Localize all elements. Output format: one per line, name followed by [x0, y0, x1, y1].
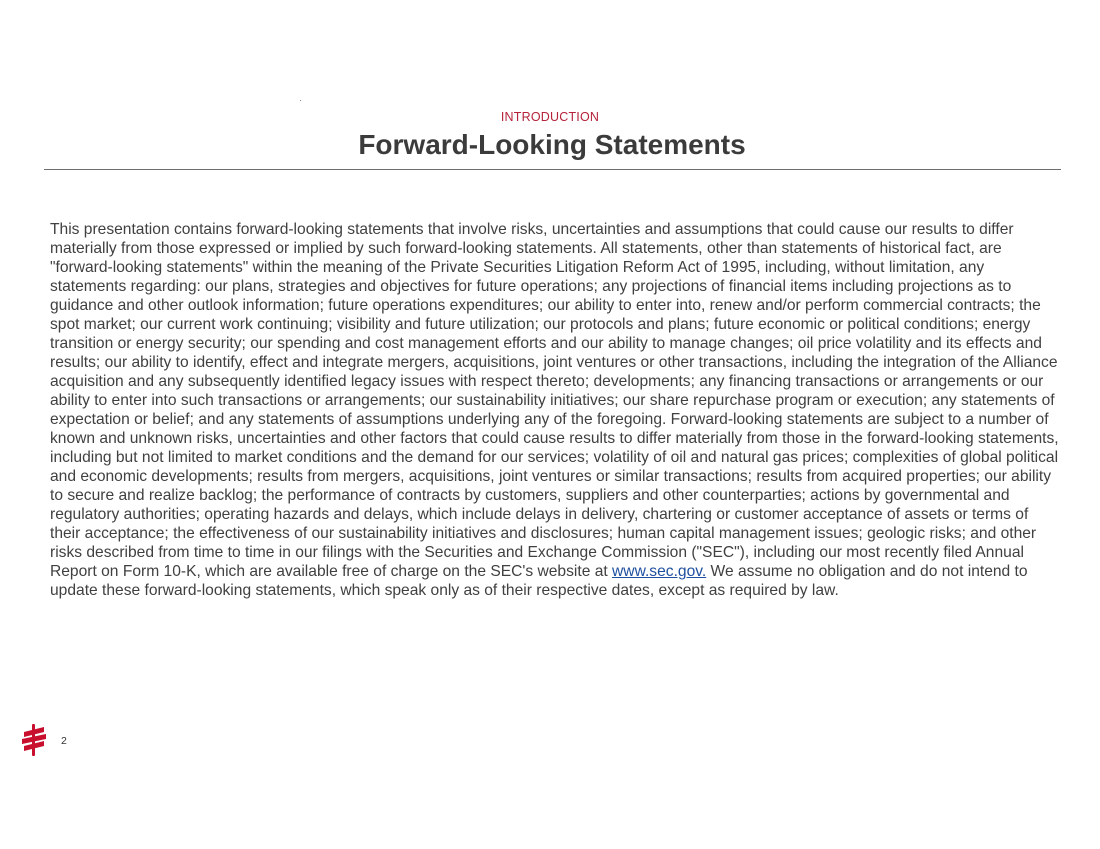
disclaimer-text-part-2: We assume no obligation and do not intend to update these forward-looking statements, which speak only as of their respective dates, except as required by law.: [50, 563, 1028, 600]
disclaimer-paragraph: [50, 220, 1062, 600]
page-title: Forward-Looking Statements: [358, 129, 746, 160]
title-divider: [44, 169, 1061, 170]
page-number: 2: [61, 735, 67, 747]
disclaimer-text-part-1: This presentation contains forward-looking statements that involve risks, uncertainties and assumptions that could cause our results to differ materially from those expressed or implied by such forward-looking statements. All statements, other than statements of historical fact, are "forward-looking statements" within the meaning of the Private Securities Litigation Reform Act of 1995, including, without limitation, any statements regarding: our plans, strategies and objectives for future operations; any projections of financial items including projections as to guidance and other outlook information; future operations expenditures; our ability to enter into, renew and/or perform commercial contracts; the spot market; our current work continuing; visibility and future utilization; our protocols and plans; future economic or political conditions; energy transition or energy security; our spending and cost management efforts and our ability to manage changes; oil price volatility and its effects and results; our ability to identify, effect and integrate mergers, acquisitions, joint ventures or other transactions, including the integration of the Alliance acquisition and any subsequently identified legacy issues with respect thereto; developments; any financing transactions or arrangements or our ability to enter into such transactions or arrangements; our sustainability initiatives; our share repurchase program or execution; any statements of expectation or belief; and any statements of assumptions underlying any of the foregoing. Forward-looking statements are subject to a number of known and unknown risks, uncertainties and other factors that could cause results to differ materially from those in the forward-looking statements, including but not limited to market conditions and the demand for our services; volatility of oil and natural gas prices; complexities of global political and economic developments; results from mergers, acquisitions, joint ventures or similar transactions; results from acquired properties; our ability to secure and realize backlog; the performance of contracts by customers, suppliers and other counterparties; actions by governmental and regulatory authorities; operating hazards and delays, which include delays in delivery, chartering or customer acceptance of assets or terms of their acceptance; the effectiveness of our sustainability initiatives and disclosures; human capital management issues; geologic risks; and other risks described from time to time in our filings with the Securities and Exchange Commission ("SEC"), including our most recently filed Annual Report on Form 10-K, which are available free of charge on the SEC's website at: [50, 221, 1059, 581]
sec-website-link[interactable]: www.sec.gov.: [612, 563, 707, 581]
company-logo-icon: [20, 724, 48, 756]
section-label: INTRODUCTION: [500, 110, 600, 124]
stray-dot: [300, 100, 301, 101]
